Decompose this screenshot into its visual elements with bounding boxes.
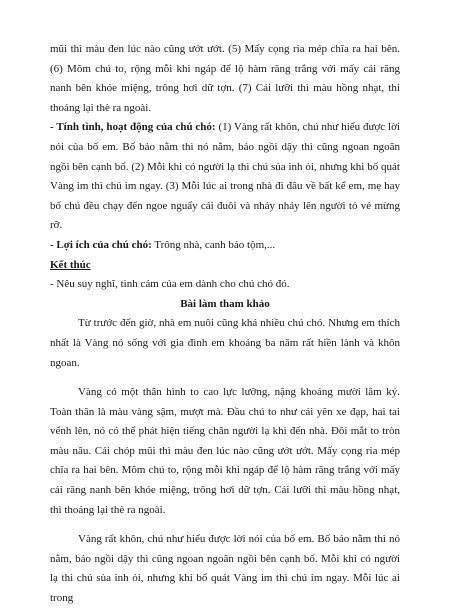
paragraph-essay-appearance: Vàng có một thân hình to cao lực lưỡng, nặng khoảng mười lăm ký. Toàn thân là màu vàng sậm, mượt mà. Đầu chú to như cái yên xe đạp, hai tai vểnh lên, nó có thể phát hiện tiếng chân người lạ khi đến nhà. Đôi mắt to tròn màu nâu. Cái chóp mũi thì màu đen lúc nào cũng ướt ướt. Mấy cọng ria mép chĩa ra hai bên. Mõm chú to, rộng mỗi khi ngáp để lộ hàm răng trắng với mấy cái răng nanh bên khóe miệng, trông hơi dữ tợn. Cái lưỡi thì màu hồng nhạt, thi thoảng lại thè ra ngoài. <box>50 386 400 516</box>
paragraph-appearance-end: mũi thì màu đen lúc nào cũng ướt ướt. (5) Mấy cọng ria mép chĩa ra hai bên. (6) Mõm chú to, rộng mỗi khi ngáp để lộ hàm răng trắng với mấy cái răng nanh bên khóe miệng, trông hơi dữ tợn. (7) Cái lưỡi thì màu hồng nhạt, thi thoảng lại thè ra ngoài. <box>50 43 400 114</box>
paragraph-benefits <box>50 236 400 256</box>
paragraph-conclusion: - Nêu suy nghĩ, tình cảm của em dành cho chú chó đó. <box>50 278 290 291</box>
personality-text: (1) Vàng rất khôn, chú như hiểu được lời nói của bố em. Bố bảo nằm thì nó nằm, bảo ngồi dậy thì cũng ngoan ngoãn ngồi bên cạnh bố. (2) Mỗi khi có người lạ thì chú sủa inh ỏi, nhưng khi bố quát Vàng im thì chú im ngay. (3) Mỗi lúc ai trong nhà đi đâu về bất kể em, mẹ hay bố chú đều chạy đến ngoe nguẩy cái đuôi và nhảy nhảy lên người tỏ vẻ mừng rỡ. <box>50 121 400 232</box>
paragraph-essay-personality: Vàng rất khôn, chú như hiểu được lời nói của bố em. Bố bảo nằm thì nó nằm, bảo ngồi dậy thì cũng ngoan ngoãn ngồi bên cạnh bố. Mỗi khi có người lạ thì chú sủa inh ỏi, nhưng khi bố quát Vàng im thì chú im ngay. Mỗi lúc ai trong <box>50 533 400 605</box>
personality-label: - Tính tình, hoạt động của chú chó: <box>50 121 216 134</box>
benefits-label: - Lợi ích của chú chó: <box>50 238 152 251</box>
heading-sample-essay: Bài làm tham khảo <box>180 297 270 310</box>
benefits-text: Trông nhà, canh bảo tộm,... <box>151 238 276 251</box>
heading-conclusion: Kết thúc <box>50 258 91 271</box>
paragraph-personality <box>50 118 400 236</box>
paragraph-essay-intro: Từ trước đến giờ, nhà em nuôi cũng khá nhiều chú chó. Nhưng em thích nhất là Vàng nó sống với gia đình em khoảng ba năm rất hiền lành và khôn ngoan. <box>50 317 400 369</box>
